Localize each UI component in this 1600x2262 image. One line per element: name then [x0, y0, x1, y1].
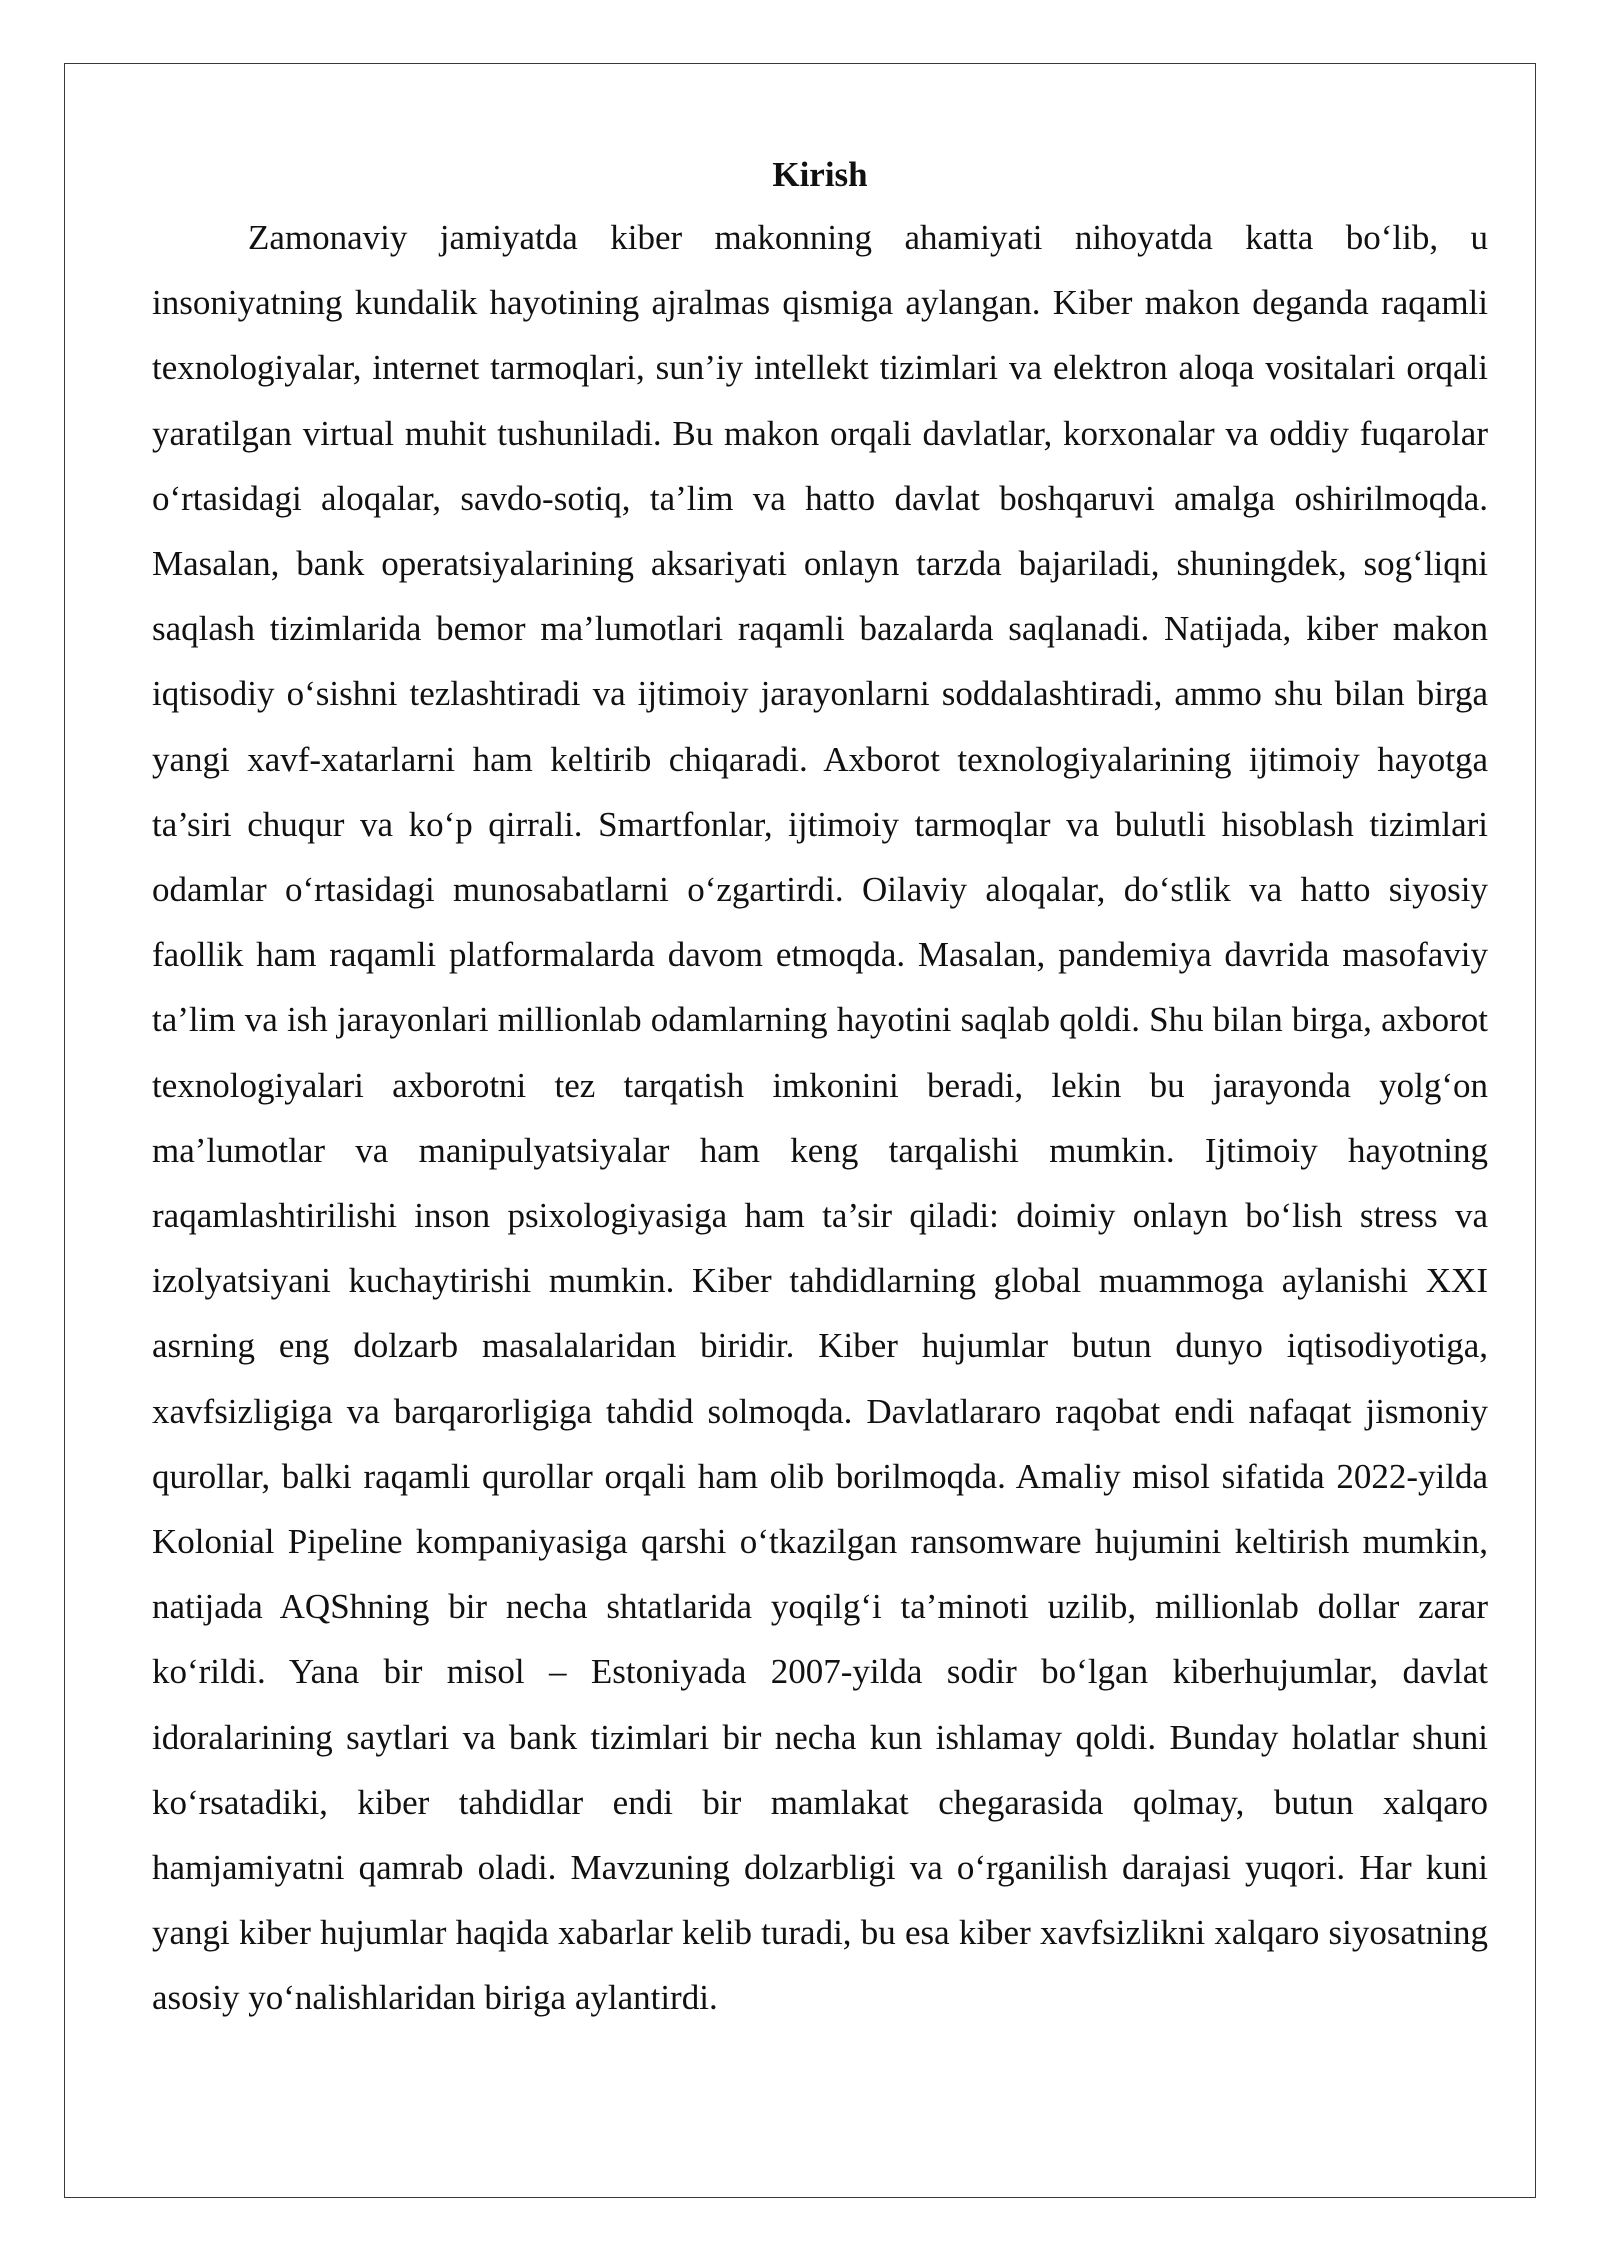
body-paragraph: Zamonaviy jamiyatda kiber makonning ahamiyati nihoyatda katta bo‘lib, u insoniyatning kundalik hayotining ajralmas qismiga aylangan. Kiber makon deganda raqamli texnologiyalar, internet tarmoqlari, sun’iy intellekt tizimlari va elektron aloqa vositalari orqali yaratilgan virtual muhit tushuniladi. Bu makon orqali davlatlar, korxonalar va oddiy fuqarolar o‘rtasidagi aloqalar, savdo-sotiq, ta’lim va hatto davlat boshqaruvi amalga oshirilmoqda. Masalan, bank operatsiyalarining aksariyati onlayn tarzda bajariladi, shuningdek, sog‘liqni saqlash tizimlarida bemor ma’lumotlari raqamli bazalarda saqlanadi. Natijada, kiber makon iqtisodiy o‘sishni tezlashtiradi va ijtimoiy jarayonlarni soddalashtiradi, ammo shu bilan birga yangi xavf-xatarlarni ham keltirib chiqaradi. Axborot texnologiyalarining ijtimoiy hayotga ta’siri chuqur va ko‘p qirrali. Smartfonlar, ijtimoiy tarmoqlar va bulutli hisoblash tizimlari odamlar o‘rtasidagi munosabatlarni o‘zgartirdi. Oilaviy aloqalar, do‘stlik va hatto siyosiy faollik ham raqamli platformalarda davom etmoqda. Masalan, pandemiya davrida masofaviy ta’lim va ish jarayonlari millionlab odamlarning hayotini saqlab qoldi. Shu bilan birga, axborot texnologiyalari axborotni tez tarqatish imkonini beradi, lekin bu jarayonda yolg‘on ma’lumotlar va manipulyatsiyalar ham keng tarqalishi mumkin. Ijtimoiy hayotning raqamlashtirilishi inson psixologiyasiga ham ta’sir qiladi: doimiy onlayn bo‘lish stress va izolyatsiyani kuchaytirishi mumkin. Kiber tahdidlarning global muammoga aylanishi XXI asrning eng dolzarb masalalaridan biridir. Kiber hujumlar butun dunyo iqtisodiyotiga, xavfsizligiga va barqarorligiga tahdid solmoqda. Davlatlararo raqobat endi nafaqat jismoniy qurollar, balki raqamli qurollar orqali ham olib borilmoqda. Amaliy misol sifatida 2022-yilda Kolonial Pipeline kompaniyasiga qarshi o‘tkazilgan ransomware hujumini keltirish mumkin, natijada AQShning bir necha shtatlarida yoqilg‘i ta’minoti uzilib, millionlab dollar zarar ko‘rildi. Yana bir misol – Estoniyada 2007-yilda sodir bo‘lgan kiberhujumlar, davlat idoralarining saytlari va bank tizimlari bir necha kun ishlamay qoldi. Bunday holatlar shuni ko‘rsatadiki, kiber tahdidlar endi bir mamlakat chegarasida qolmay, butun xalqaro hamjamiyatni qamrab oladi. Mavzuning dolzarbligi va o‘rganilish darajasi yuqori. Har kuni yangi kiber hujumlar haqida xabarlar kelib turadi, bu esa kiber xavfsizlikni xalqaro siyosatning asosiy yo‘nalishlaridan biriga aylantirdi. [152, 218, 1488, 2018]
document-title: Kirish [772, 155, 868, 194]
document-content [152, 145, 1488, 2031]
